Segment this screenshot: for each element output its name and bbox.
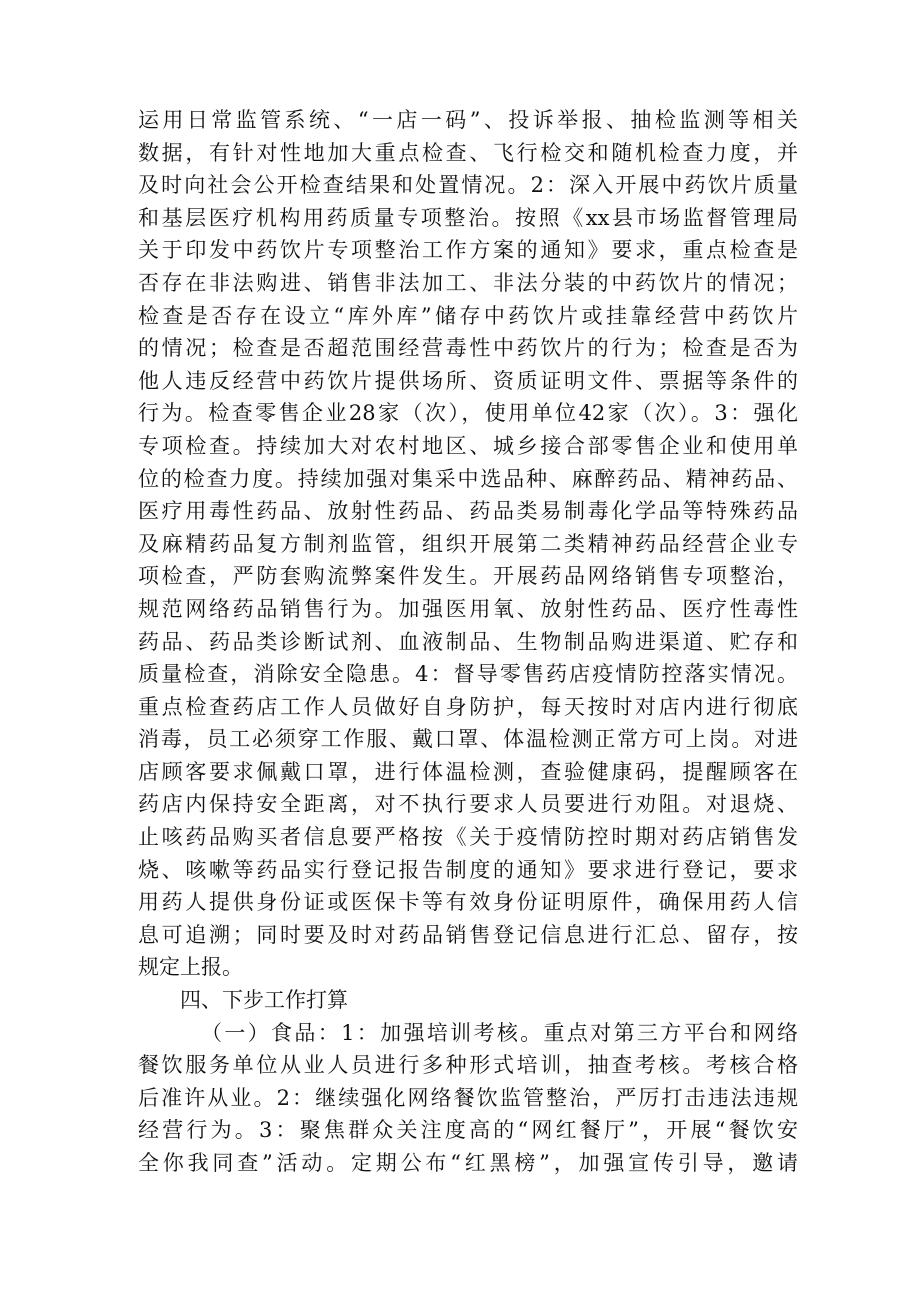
body-line-26: 息可追溯；同时要及时对药品销售登记信息进行汇总、留存，按 <box>138 922 798 947</box>
body-line-18: 质量检查，消除安全隐患。4：督导零售药店疫情防控落实情况。 <box>138 662 798 687</box>
body-line-27: 规定上报。 <box>138 955 243 980</box>
body-line-6: 否存在非法购进、销售非法加工、非法分装的中药饮片的情况； <box>138 270 798 295</box>
body-line-16: 规范网络药品销售行为。加强医用氧、放射性药品、医疗性毒性 <box>138 596 798 621</box>
body-line-10: 行为。检查零售企业28家（次），使用单位42家（次）。3：强化 <box>138 401 798 426</box>
body-line-17: 药品、药品类诊断试剂、血液制品、生物制品购进渠道、贮存和 <box>138 629 798 654</box>
body-line-19: 重点检查药店工作人员做好自身防护，每天按时对店内进行彻底 <box>138 694 798 719</box>
section-line-5: 全你我同查”活动。定期公布“红黑榜”，加强宣传引导，邀请 <box>138 1151 798 1175</box>
body-line-2: 数据，有针对性地加大重点检查、飞行检交和随机检查力度，并 <box>138 140 798 165</box>
body-line-7: 检查是否存在设立“库外库”储存中药饮片或挂靠经营中药饮片 <box>138 303 798 328</box>
section-line-4: 经营行为。3：聚焦群众关注度高的“网红餐厅”，开展“餐饮安 <box>138 1118 798 1143</box>
body-line-12: 位的检查力度。持续加强对集采中选品种、麻醉药品、精神药品、 <box>138 466 798 491</box>
section-heading: 四、下步工作打算 <box>180 988 348 1013</box>
body-line-4: 和基层医疗机构用药质量专项整治。按照《xx县市场监督管理局 <box>138 205 798 230</box>
body-line-8: 的情况；检查是否超范围经营毒性中药饮片的行为；检查是否为 <box>138 336 798 361</box>
body-line-15: 项检查，严防套购流弊案件发生。开展药品网络销售专项整治， <box>138 564 798 589</box>
body-line-13: 医疗用毒性药品、放射性药品、药品类易制毒化学品等特殊药品 <box>138 499 798 524</box>
body-line-11: 专项检查。持续加大对农村地区、城乡接合部零售企业和使用单 <box>138 433 798 458</box>
section-line-1: （一）食品：1：加强培训考核。重点对第三方平台和网络 <box>201 1020 798 1045</box>
body-line-23: 止咳药品购买者信息要严格按《关于疫情防控时期对药店销售发 <box>138 825 798 850</box>
body-line-1: 运用日常监管系统、“一店一码”、投诉举报、抽检监测等相关 <box>138 108 798 132</box>
body-line-25: 用药人提供身份证或医保卡等有效身份证明原件，确保用药人信 <box>138 890 798 915</box>
document-body <box>138 104 798 1180</box>
body-line-22: 药店内保持安全距离，对不执行要求人员要进行劝阻。对退烧、 <box>138 792 798 817</box>
body-line-5: 关于印发中药饮片专项整治工作方案的通知》要求，重点检查是 <box>138 238 798 263</box>
body-line-20: 消毒，员工必须穿工作服、戴口罩、体温检测正常方可上岗。对进 <box>138 727 798 752</box>
body-line-21: 店顾客要求佩戴口罩，进行体温检测，查验健康码，提醒顾客在 <box>138 759 798 784</box>
section-line-2: 餐饮服务单位从业人员进行多种形式培训，抽查考核。考核合格 <box>138 1053 798 1078</box>
body-line-14: 及麻精药品复方制剂监管，组织开展第二类精神药品经营企业专 <box>138 531 798 556</box>
body-line-9: 他人违反经营中药饮片提供场所、资质证明文件、票据等条件的 <box>138 368 798 393</box>
body-line-3: 及时向社会公开检查结果和处置情况。2：深入开展中药饮片质量 <box>138 173 798 198</box>
body-line-24: 烧、咳嗽等药品实行登记报告制度的通知》要求进行登记，要求 <box>138 857 798 882</box>
section-line-3: 后准许从业。2：继续强化网络餐饮监管整治，严厉打击违法违规 <box>138 1085 798 1110</box>
